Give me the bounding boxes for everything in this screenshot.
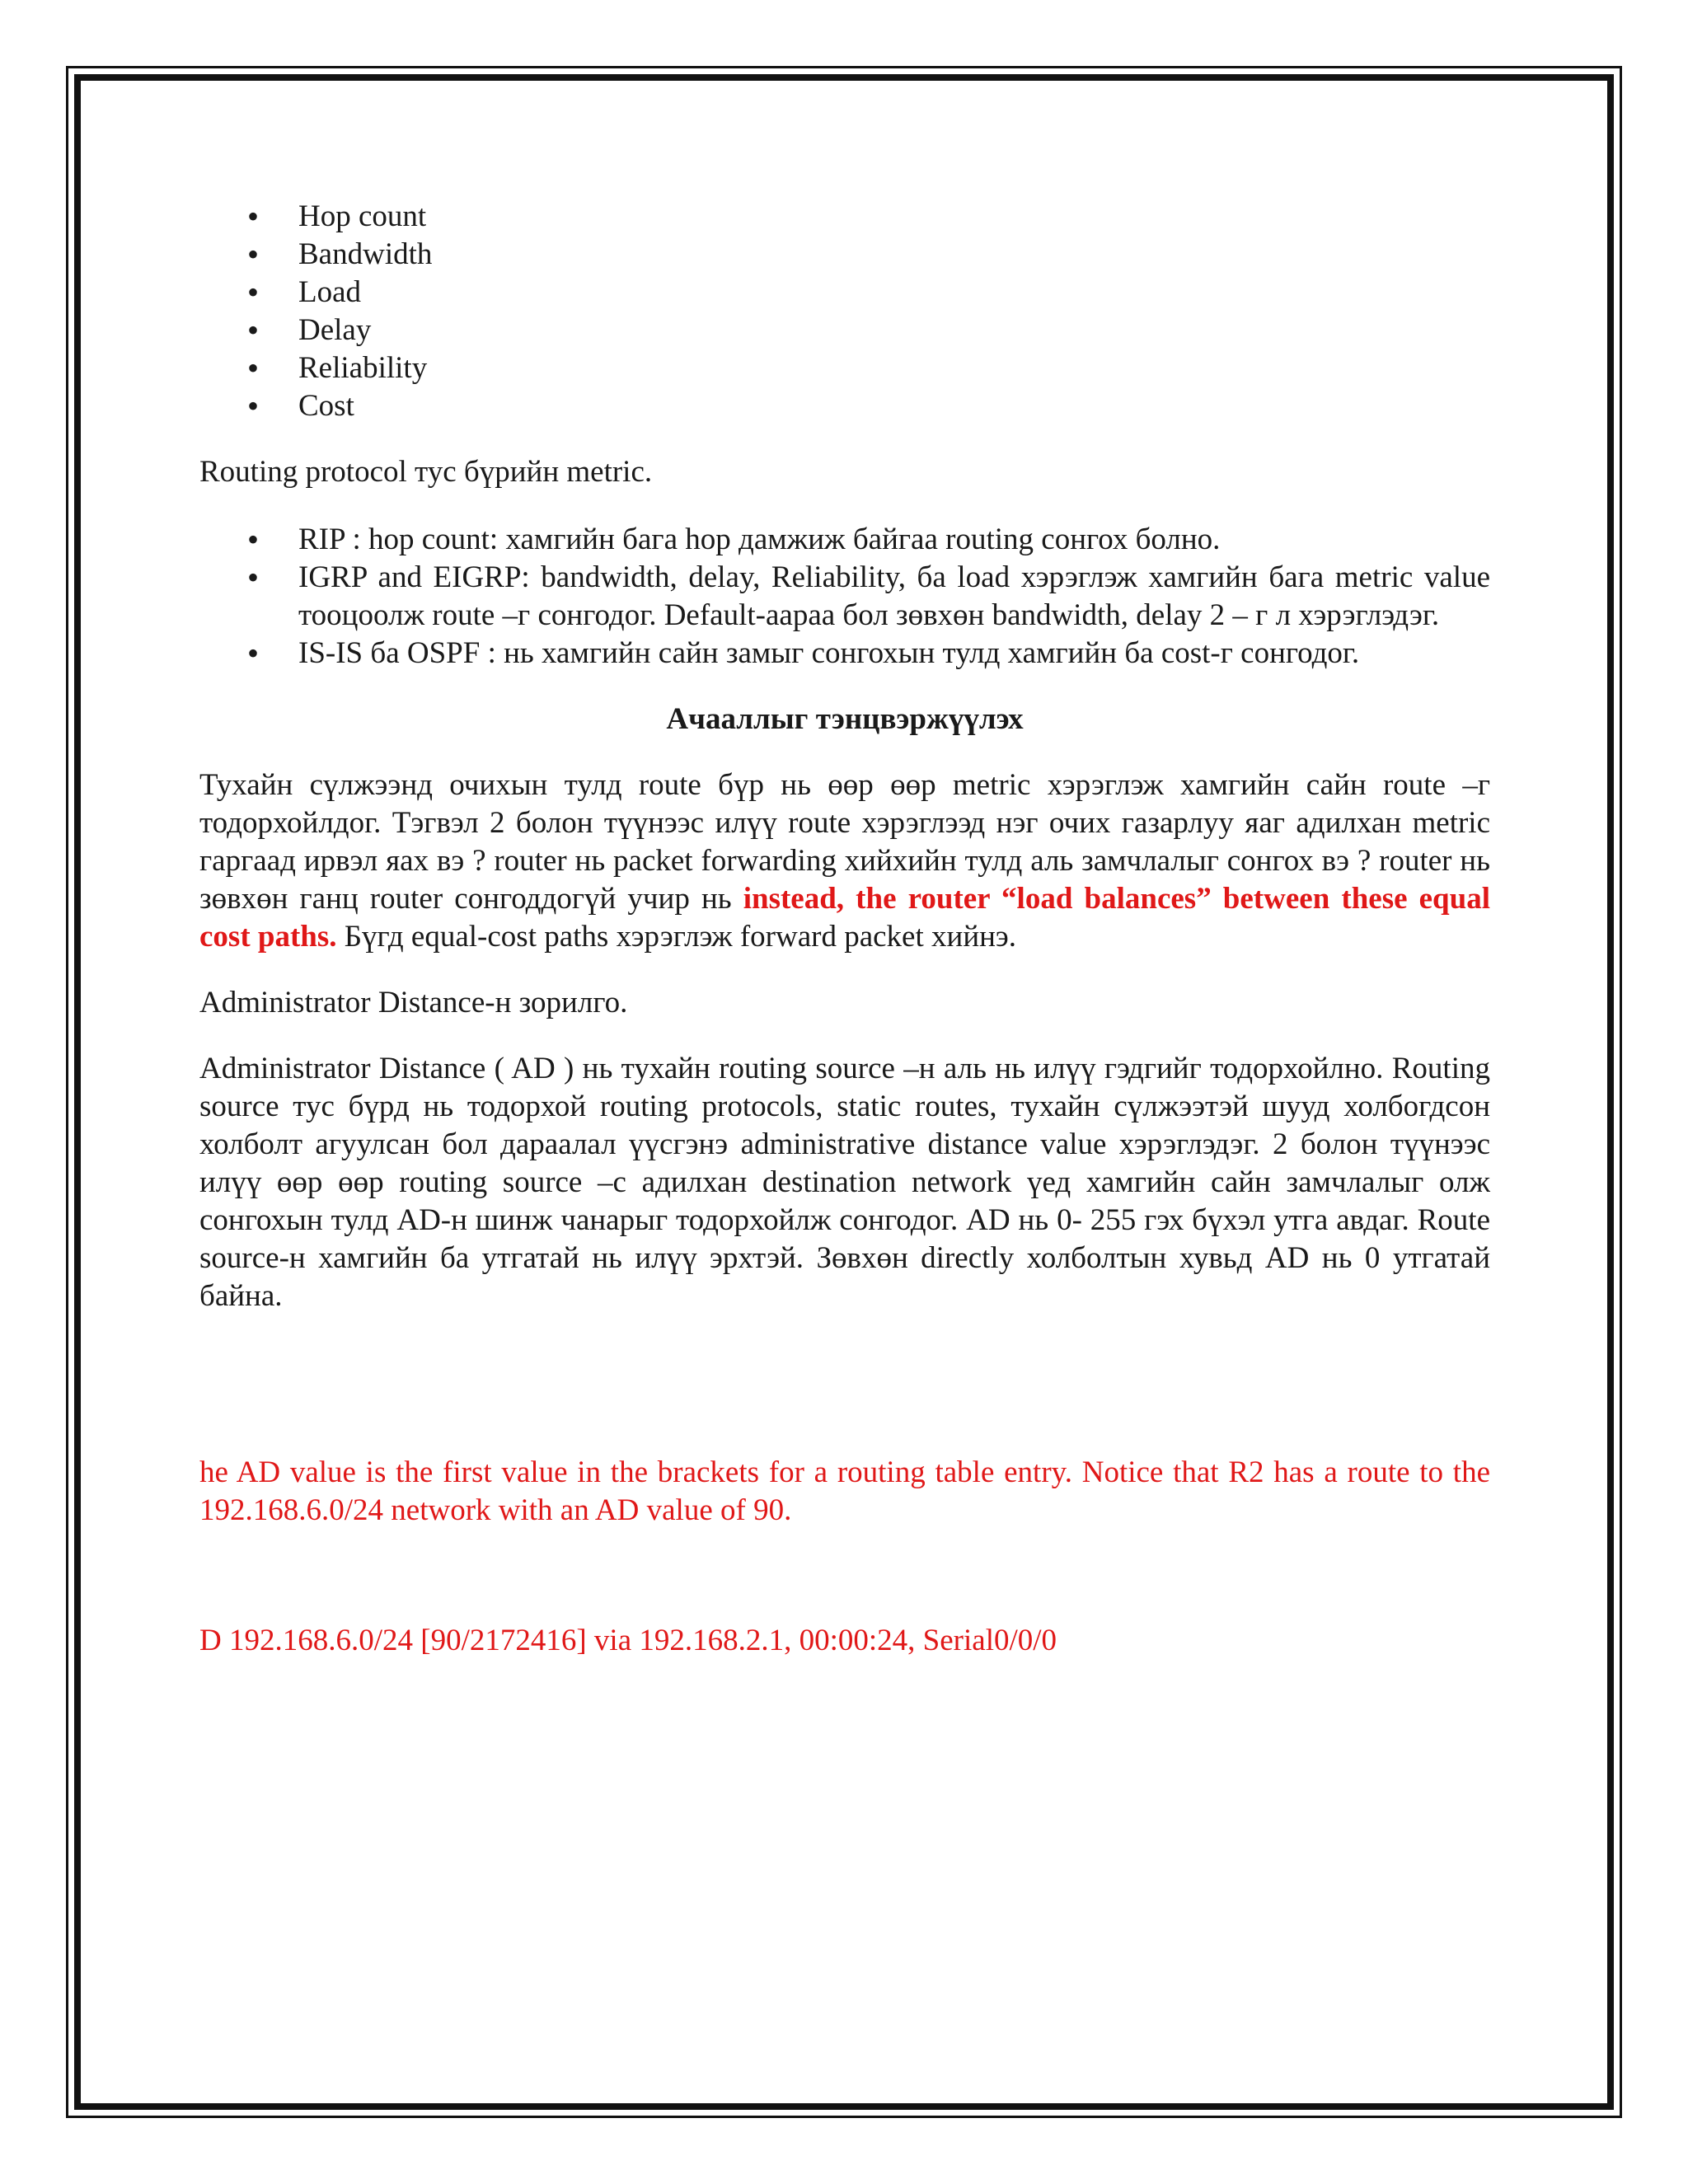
ad-paragraph: Administrator Distance ( AD ) нь тухайн routing source –н аль нь илүү гэдгийг тодорхойлно. Routing source тус бүрд нь тодорхой routing protocols, static routes, тухайн сүлжээтэй шууд холбогдсон холболт агуулсан бол дараалал үүсгэнэ administrative distance value хэрэглэдэг. 2 болон түүнээс илүү өөр өөр routing source –с адилхан destination network үед хамгийн сайн замчлалыг олж сонгохын тулд AD-н шинж чанарыг тодорхойлж сонгодог. AD нь 0- 255 гэх бүхэл утга авдаг. Route source-н хамгийн ба утгатай нь илүү эрхтэй. Зөвхөн directly холболтын хувьд AD нь 0 утгатай байна. [199,1052,1490,1313]
document-body [199,198,1490,1660]
paragraph-text: Тухайн сүлжээнд очихын тулд route бүр нь өөр өөр metric хэрэглэж хамгийн сайн route –г тодорхойлдог. Тэгвэл 2 болон түүнээс илүү route хэрэглээд нэг очих газарлуу яаг адилхан metric гаргаад ирвэл яах вэ ? router нь packet forwarding хийхийн тулд аль замчлалыг сонгох вэ ? router нь зөвхөн ганц router сонгоддогүй учир нь [199,768,1490,916]
list-item: • Delay [199,312,1490,349]
list-item: • IS-IS ба OSPF : нь хамгийн сайн замыг сонгохын тулд хамгийн ба cost-г сонгодог. [199,635,1490,673]
list-item: • Bandwidth [199,236,1490,274]
list-item: • Load [199,274,1490,312]
highlighted-text: instead, the router “load balances” between these equal cost paths. [199,882,1490,954]
list-item: • RIP : hop count: хамгийн бага hop дамжиж байгаа routing сонгох болно. [199,521,1490,559]
metrics-list [199,198,1490,425]
list-item: • Hop count [199,198,1490,236]
list-item: • IGRP and EIGRP: bandwidth, delay, Reliability, ба load хэрэглэж хамгийн бага metric value тооцоолж route –г сонгодог. Default-аараа бол зөвхөн bandwidth, delay 2 – г л хэрэглэдэг. [199,559,1490,635]
load-balance-paragraph [199,766,1490,956]
paragraph-text: Бүгд equal-cost paths хэрэглэж forward packet хийнэ. [336,920,1017,954]
list-item: • Cost [199,387,1490,425]
section-title: Ачааллыг тэнцвэржүүлэх [666,702,1024,736]
list-item: • Reliability [199,349,1490,387]
ad-heading: Administrator Distance-н зорилго. [199,986,628,1019]
protocol-list [199,521,1490,673]
red-note: he AD value is the first value in the brackets for a routing table entry. Notice that R2 has a route to the 192.168.6.0/24 network with an AD value of 90. [199,1455,1490,1527]
metric-intro: Routing protocol тус бүрийн metric. [199,455,653,489]
route-entry: D 192.168.6.0/24 [90/2172416] via 192.168.2.1, 00:00:24, Serial0/0/0 [199,1624,1057,1657]
